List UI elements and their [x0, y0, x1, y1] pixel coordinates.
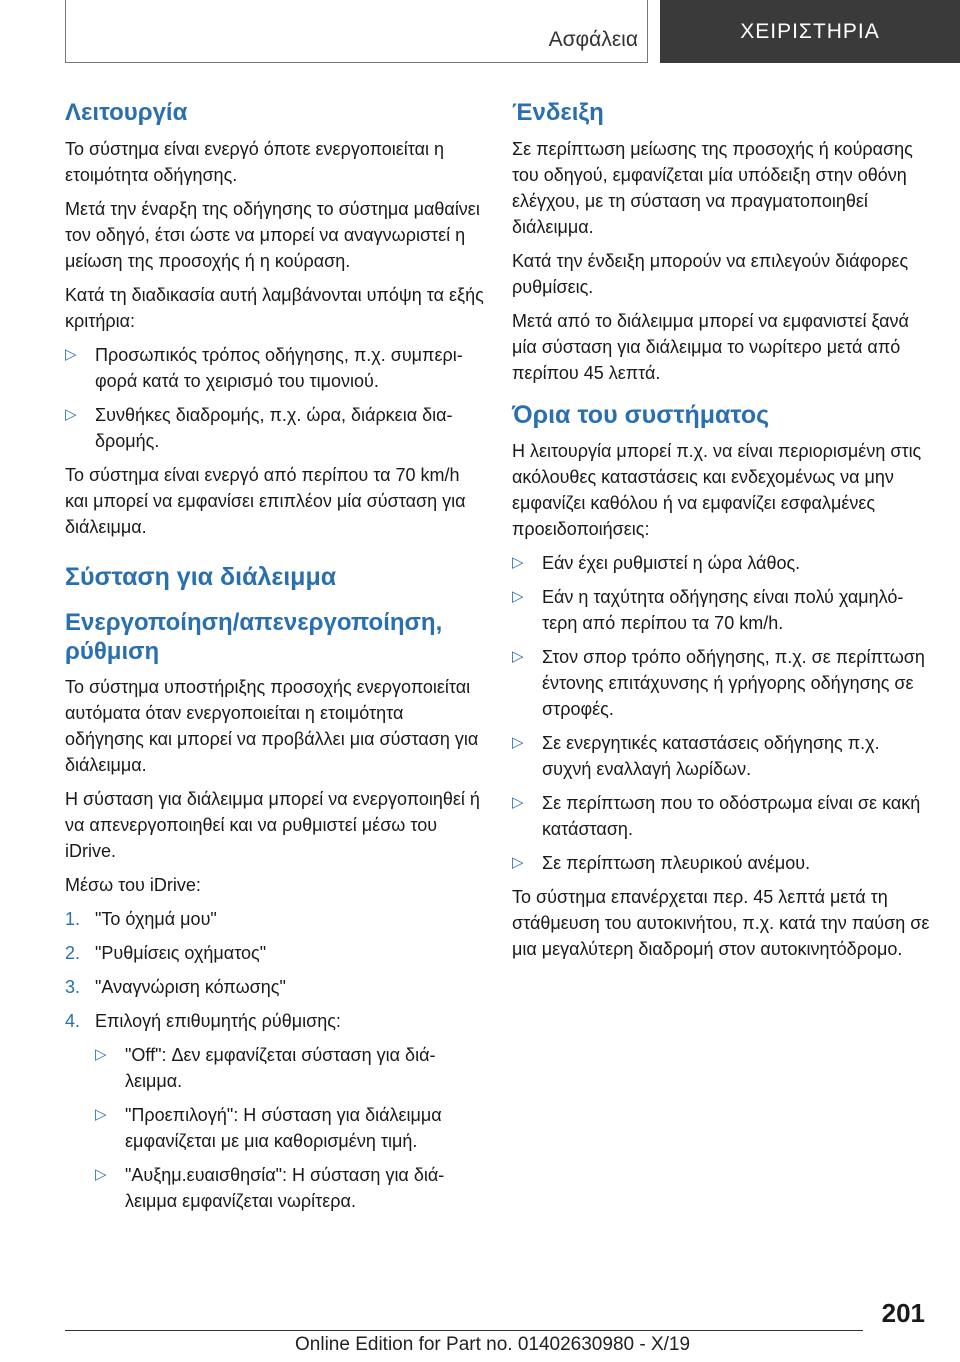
- triangle-bullet-icon: ▷: [512, 648, 524, 665]
- triangle-bullet-icon: ▷: [65, 406, 77, 423]
- left-column: [65, 98, 485, 1222]
- list-item: 4. Επιλογή επιθυμητής ρύθμισης: ▷ "Off": Δεν εμφανίζεται σύσταση για διάλειμμα. ▷ "Προεπιλογή": Η σύσταση για διάλειμμα εμφανίζεται με μια καθορισμένη τιμή. ▷ "Αυξημ.ευαισθησία": Η σύσταση για διάλειμμα εμφανίζεται νωρίτερα.: [65, 1008, 485, 1214]
- paragraph: Μέσω του iDrive:: [65, 875, 201, 895]
- list-item: ▷ Σε ενεργητικές καταστάσεις οδήγησης π.χ. συχνή εναλλαγή λωρίδων.: [512, 730, 930, 782]
- paragraph: Μετά την έναρξη της οδήγησης το σύστημα μαθαίνει τον οδηγό, έτσι ώστε να μπορεί να αναγνωριστεί η μείωση της προσοχής ή η κούραση.: [65, 199, 480, 271]
- heading-system-limits: Όρια του συστήματος: [512, 401, 770, 429]
- triangle-bullet-icon: ▷: [512, 854, 524, 871]
- list-item: ▷ "Προεπιλογή": Η σύσταση για διάλειμμα εμφανίζεται με μια καθορισμένη τιμή.: [95, 1102, 485, 1154]
- paragraph: Η σύσταση για διάλειμμα μπορεί να ενεργοποιηθεί ή να απενεργοποιηθεί και να ρυθμιστεί μέσω του iDrive.: [65, 789, 480, 861]
- triangle-bullet-icon: ▷: [512, 794, 524, 811]
- list-item: 2. "Ρυθμίσεις οχήματος": [65, 943, 267, 963]
- paragraph: Σε περίπτωση μείωσης της προσοχής ή κούρασης του οδηγού, εμφανίζεται μία υπόδειξη στην οθόνη ελέγχου, με τη σύσταση να πραγματοποιηθεί διάλειμμα.: [512, 139, 913, 237]
- list-item: ▷ Στον σπορ τρόπο οδήγησης, π.χ. σε περίπτωση έντονης επιτάχυνσης ή γρήγορης οδήγησης σε στροφές.: [512, 644, 930, 722]
- footer-divider: [65, 1330, 863, 1331]
- heading-function: Λειτουργία: [65, 99, 188, 126]
- list-item: ▷ "Off": Δεν εμφανίζεται σύσταση για διάλειμμα.: [95, 1042, 485, 1094]
- triangle-bullet-icon: ▷: [65, 346, 77, 363]
- list-item: ▷ Εάν έχει ρυθμιστεί η ώρα λάθος.: [512, 550, 930, 576]
- list-item: ▷ Συνθήκες διαδρομής, π.χ. ώρα, διάρκεια διαδρομής.: [65, 402, 485, 454]
- limits-list: [512, 550, 930, 876]
- heading-indication: Ένδειξη: [512, 99, 604, 126]
- paragraph: Η λειτουργία μπορεί π.χ. να είναι περιορισμένη στις ακόλουθες καταστάσεις και ενδεχομένως να μην εμφανίζει καθόλου ή να εμφανίζει εσφαλμένες προειδοποιήσεις:: [512, 441, 922, 539]
- list-item: ▷ Σε περίπτωση πλευρικού ανέμου.: [512, 850, 930, 876]
- footer-edition: Online Edition for Part no. 01402630980 - X/19: [295, 1334, 691, 1355]
- header-section-title: Ασφάλεια: [548, 28, 638, 51]
- list-item: ▷ Προσωπικός τρόπος οδήγησης, π.χ. συμπεριφορά κατά το χειρισμό του τιμονιού.: [65, 342, 485, 394]
- triangle-bullet-icon: ▷: [95, 1106, 107, 1123]
- header-chapter-tab[interactable]: ΧΕΙΡΙΣΤΗΡΙΑ: [660, 0, 960, 63]
- triangle-bullet-icon: ▷: [95, 1046, 107, 1063]
- options-list: [95, 1042, 485, 1214]
- list-item: ▷ "Αυξημ.ευαισθησία": Η σύσταση για διάλειμμα εμφανίζεται νωρίτερα.: [95, 1162, 485, 1214]
- paragraph: Το σύστημα είναι ενεργό από περίπου τα 70 km/h και μπορεί να εμφανίσει επιπλέον μία σύσταση για διάλειμμα.: [65, 465, 466, 537]
- heading-activation: Ενεργοποίηση/απενεργοποίηση, ρύθμιση: [65, 609, 443, 665]
- triangle-bullet-icon: ▷: [512, 734, 524, 751]
- criteria-list: [65, 342, 485, 454]
- list-item: 3. "Αναγνώριση κόπωσης": [65, 977, 286, 997]
- triangle-bullet-icon: ▷: [512, 554, 524, 571]
- paragraph: Το σύστημα επανέρχεται περ. 45 λεπτά μετά τη στάθμευση του αυτοκινήτου, π.χ. κατά την παύση σε μια μεγαλύτερη διαδρομή στον αυτοκινητόδρομο.: [512, 887, 930, 959]
- triangle-bullet-icon: ▷: [512, 588, 524, 605]
- heading-break-recommendation: Σύσταση για διάλειμμα: [65, 563, 337, 591]
- triangle-bullet-icon: ▷: [95, 1166, 107, 1183]
- paragraph: Μετά από το διάλειμμα μπορεί να εμφανιστεί ξανά μία σύσταση για διάλειμμα το νωρίτερο μετά από περίπου 45 λεπτά.: [512, 311, 909, 383]
- paragraph: Το σύστημα είναι ενεργό όποτε ενεργοποιείται η ετοιμότητα οδήγησης.: [65, 139, 445, 185]
- list-item: 1. "Το όχημά μου": [65, 909, 217, 929]
- steps-list: [65, 906, 485, 1214]
- paragraph: Κατά την ένδειξη μπορούν να επιλεγούν διάφορες ρυθμίσεις.: [512, 251, 909, 297]
- paragraph: Κατά τη διαδικασία αυτή λαμβάνονται υπόψη τα εξής κριτήρια:: [65, 285, 484, 331]
- list-item: ▷ Εάν η ταχύτητα οδήγησης είναι πολύ χαμηλότερη από περίπου τα 70 km/h.: [512, 584, 930, 636]
- list-item: ▷ Σε περίπτωση που το οδόστρωμα είναι σε κακή κατάσταση.: [512, 790, 930, 842]
- page-number: 201: [881, 1298, 925, 1328]
- right-column: [512, 98, 930, 970]
- paragraph: Το σύστημα υποστήριξης προσοχής ενεργοποιείται αυτόματα όταν ενεργοποιείται η ετοιμότητα οδήγησης και μπορεί να προβάλλει μια σύσταση για διάλειμμα.: [65, 677, 479, 775]
